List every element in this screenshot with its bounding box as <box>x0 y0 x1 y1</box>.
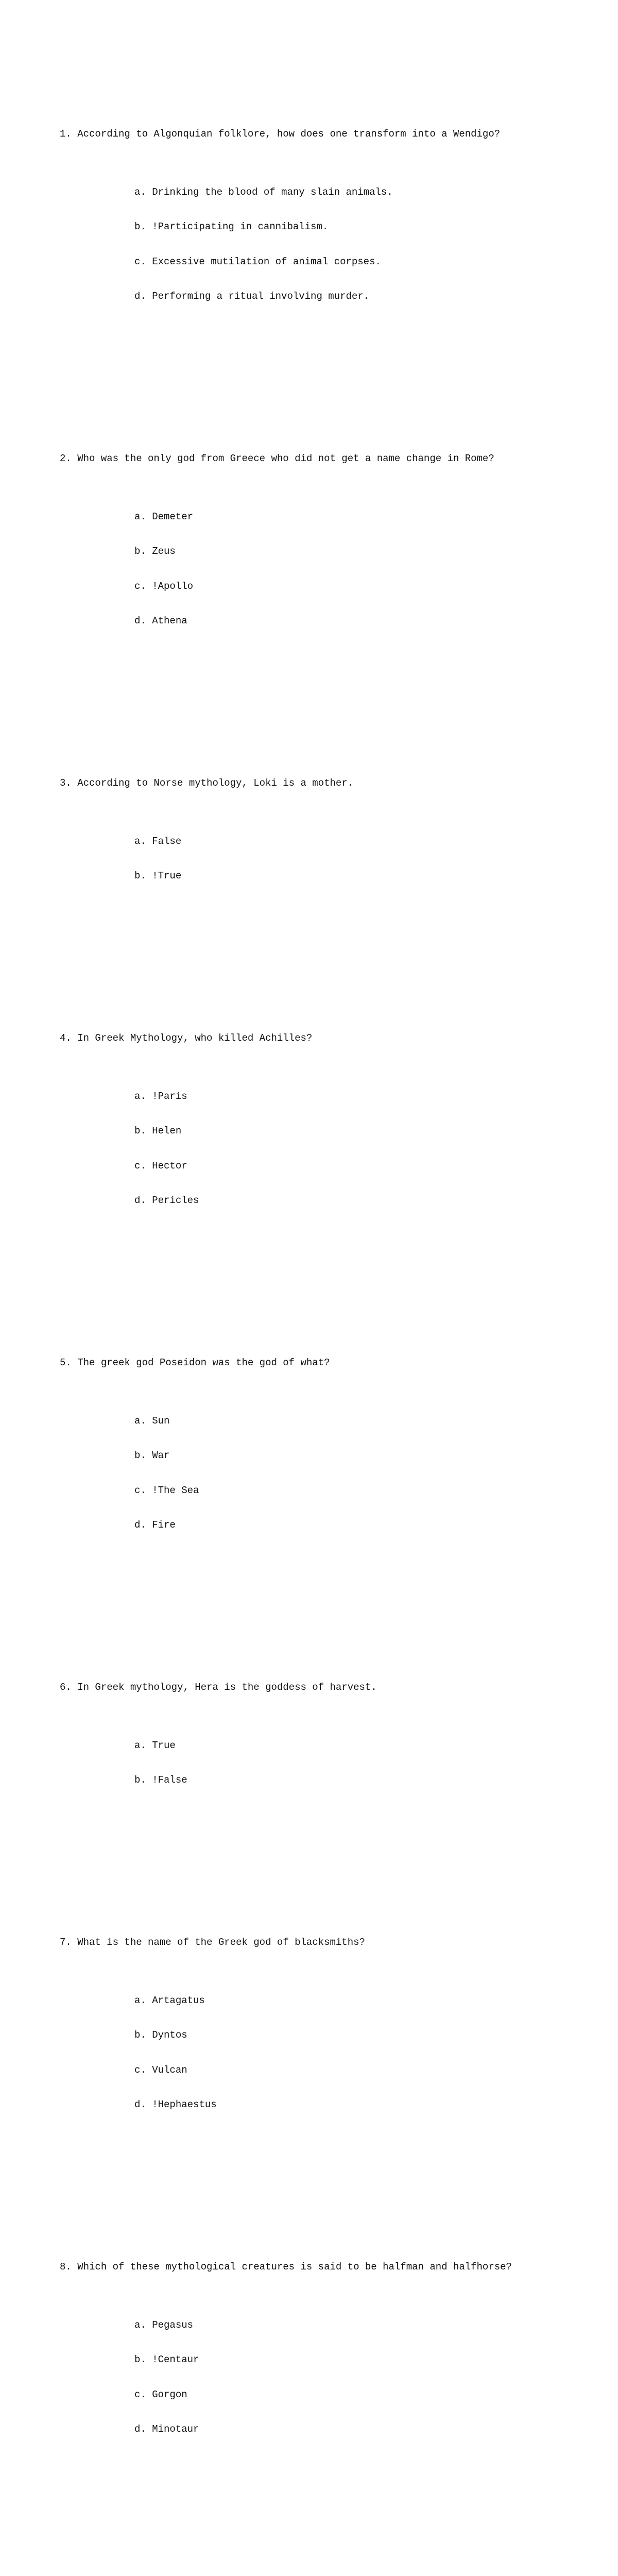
answer-option: d. Athena <box>134 615 187 626</box>
answer-option: a. Demeter <box>134 511 194 522</box>
answer-option: c. Gorgon <box>134 2388 187 2400</box>
question-6 <box>60 1658 575 1833</box>
answer-option: a. Artagatus <box>134 1994 205 2006</box>
answer-options <box>60 163 575 326</box>
question-text: 5. The greek god Poseidon was the god of what? <box>60 1357 330 1368</box>
question-7 <box>60 1913 575 2157</box>
answer-option: c. !The Sea <box>134 1484 199 1496</box>
answer-option: d. !Hephaestus <box>134 2099 217 2110</box>
question-5 <box>60 1334 575 1578</box>
answer-option: c. Excessive mutilation of animal corpses. <box>134 256 381 267</box>
question-text: 6. In Greek mythology, Hera is the goddess of harvest. <box>60 1682 377 1693</box>
answer-option: a. Drinking the blood of many slain animals. <box>134 186 393 198</box>
answer-option: b. !False <box>134 1774 187 1786</box>
answer-options <box>60 1717 575 1809</box>
question-text: 4. In Greek Mythology, who killed Achilles? <box>60 1032 313 1044</box>
answer-option: b. !Centaur <box>134 2354 199 2365</box>
answer-option: a. False <box>134 835 182 847</box>
question-text: 8. Which of these mythological creatures is said to be halfman and halfhorse? <box>60 2261 512 2273</box>
answer-options <box>60 1972 575 2134</box>
answer-option: c. !Apollo <box>134 580 194 592</box>
answer-options <box>60 1392 575 1554</box>
answer-option: b. !Participating in cannibalism. <box>134 221 329 232</box>
question-4 <box>60 1009 575 1253</box>
question-text: 3. According to Norse mythology, Loki is a mother. <box>60 777 354 789</box>
answer-option: d. Fire <box>134 1519 176 1531</box>
question-text: 2. Who was the only god from Greece who did not get a name change in Rome? <box>60 453 494 464</box>
answer-options <box>60 2296 575 2459</box>
question-1 <box>60 105 575 349</box>
question-3 <box>60 754 575 928</box>
question-2 <box>60 430 575 673</box>
answer-option: d. Pericles <box>134 1195 199 1206</box>
answer-option: c. Hector <box>134 1160 187 1172</box>
question-text: 7. What is the name of the Greek god of blacksmiths? <box>60 1937 365 1948</box>
answer-option: d. Minotaur <box>134 2424 199 2435</box>
answer-option: b. War <box>134 1450 170 1461</box>
answer-option: d. Performing a ritual involving murder. <box>134 291 370 302</box>
quiz-content <box>60 59 575 2576</box>
question-text: 1. According to Algonquian folklore, how does one transform into a Wendigo? <box>60 128 501 140</box>
answer-options <box>60 1067 575 1230</box>
answer-option: b. Helen <box>134 1125 182 1137</box>
question-8 <box>60 2238 575 2482</box>
answer-option: b. !True <box>134 870 182 882</box>
answer-option: b. Zeus <box>134 546 176 557</box>
answer-option: a. Sun <box>134 1415 170 1427</box>
answer-options <box>60 488 575 650</box>
answer-option: a. Pegasus <box>134 2319 194 2331</box>
answer-option: a. !Paris <box>134 1090 187 1102</box>
answer-option: b. Dyntos <box>134 2029 187 2041</box>
answer-option: a. True <box>134 1739 176 1751</box>
answer-options <box>60 812 575 905</box>
answer-option: c. Vulcan <box>134 2064 187 2076</box>
